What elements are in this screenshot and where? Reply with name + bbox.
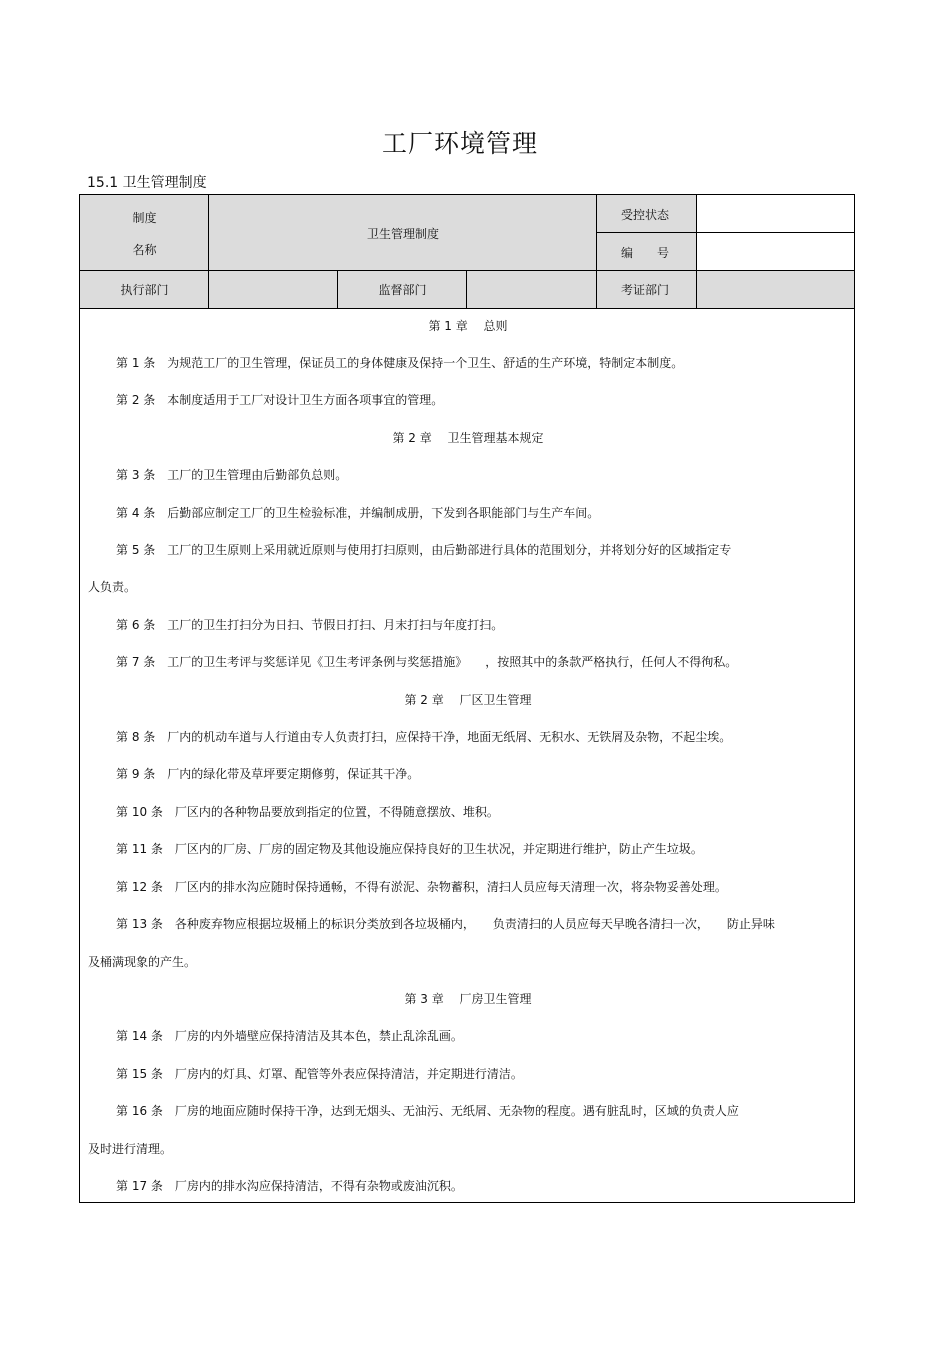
chapter-heading: 第 2 章 厂区卫生管理 [404,693,532,707]
system-name-value: 卫生管理制度 [209,195,597,271]
control-status-value[interactable] [697,195,854,233]
grid-line [337,271,338,308]
assess-dept-value[interactable] [697,271,854,308]
grid-line [696,195,697,308]
number-value[interactable] [697,233,854,271]
grid-line [466,271,467,308]
article: 第 2 条 本制度适用于工厂对设计卫生方面各项事宜的管理。 [116,393,444,407]
article: 第 15 条 厂房内的灯具、灯罩、配管等外表应保持清洁，并定期进行清洁。 [116,1067,523,1081]
label-supervise-dept: 监督部门 [338,271,467,308]
article: 第 5 条 工厂的卫生原则上采用就近原则与使用打扫原则，由后勤部进行具体的范围划分，并将划分好的区域指定专 [116,543,732,557]
label-name: 名称 [132,242,157,257]
article: 第 4 条 后勤部应制定工厂的卫生检验标准，并编制成册，下发到各职能部门与生产车间。 [116,506,600,520]
article-continuation: 及时进行清理。 [88,1142,173,1156]
label-number: 编 号 [597,233,697,271]
grid-line [208,195,209,308]
section-heading: 15.1 卫生管理制度 [87,175,207,191]
article: 第 14 条 厂房的内外墙壁应保持清洁及其本色，禁止乱涂乱画。 [116,1029,463,1043]
label-assess-dept: 考证部门 [597,271,697,308]
chapter-heading: 第 2 章 卫生管理基本规定 [392,431,544,445]
article: 第 10 条 厂区内的各种物品要放到指定的位置，不得随意摆放、堆积。 [116,805,499,819]
article-continuation: 及桶满现象的产生。 [88,955,197,969]
grid-line [596,195,597,308]
article: 第 12 条 厂区内的排水沟应随时保持通畅，不得有淤泥、杂物蓄积，清扫人员应每天清理一次，将杂物妥善处理。 [116,880,727,894]
label-system: 制度 [132,210,157,225]
article: 第 3 条 工厂的卫生管理由后勤部负总则。 [116,468,348,482]
article-continuation: 人负责。 [88,580,137,594]
regulation-body [79,309,855,1203]
article: 第 1 条 为规范工厂的卫生管理，保证员工的身体健康及保持一个卫生、舒适的生产环境，特制定本制度。 [116,356,684,370]
header-table [79,194,855,309]
supervise-dept-value[interactable] [467,271,597,308]
chapter-heading: 第 1 章 总则 [428,319,508,333]
article: 第 6 条 工厂的卫生打扫分为日扫、节假日打扫、月末打扫与年度打扫。 [116,618,504,632]
document-title: 工厂环境管理 [381,129,538,158]
article: 第 8 条 厂内的机动车道与人行道由专人负责打扫，应保持干净，地面无纸屑、无积水、无铁屑及杂物，不起尘埃。 [116,730,732,744]
article: 第 7 条 工厂的卫生考评与奖惩详见《卫生考评条例与奖惩措施》 ，按照其中的条款严格执行，任何人不得徇私。 [116,655,738,669]
label-system-name [80,195,209,271]
label-exec-dept: 执行部门 [80,271,209,308]
article: 第 13 条 各种废弃物应根据垃圾桶上的标识分类放到各垃圾桶内， 负责清扫的人员应每天早晚各清扫一次， 防止异味 [116,917,775,931]
exec-dept-value[interactable] [209,271,338,308]
grid-line [80,270,854,271]
grid-line [596,232,854,233]
article: 第 16 条 厂房的地面应随时保持干净，达到无烟头、无油污、无纸屑、无杂物的程度。遇有脏乱时，区域的负责人应 [116,1104,739,1118]
article: 第 9 条 厂内的绿化带及草坪要定期修剪，保证其干净。 [116,767,420,781]
article: 第 17 条 厂房内的排水沟应保持清洁，不得有杂物或废油沉积。 [116,1179,463,1193]
article: 第 11 条 厂区内的厂房、厂房的固定物及其他设施应保持良好的卫生状况，并定期进行维护，防止产生垃圾。 [116,842,703,856]
chapter-heading: 第 3 章 厂房卫生管理 [404,992,532,1006]
label-control-status: 受控状态 [597,195,697,233]
